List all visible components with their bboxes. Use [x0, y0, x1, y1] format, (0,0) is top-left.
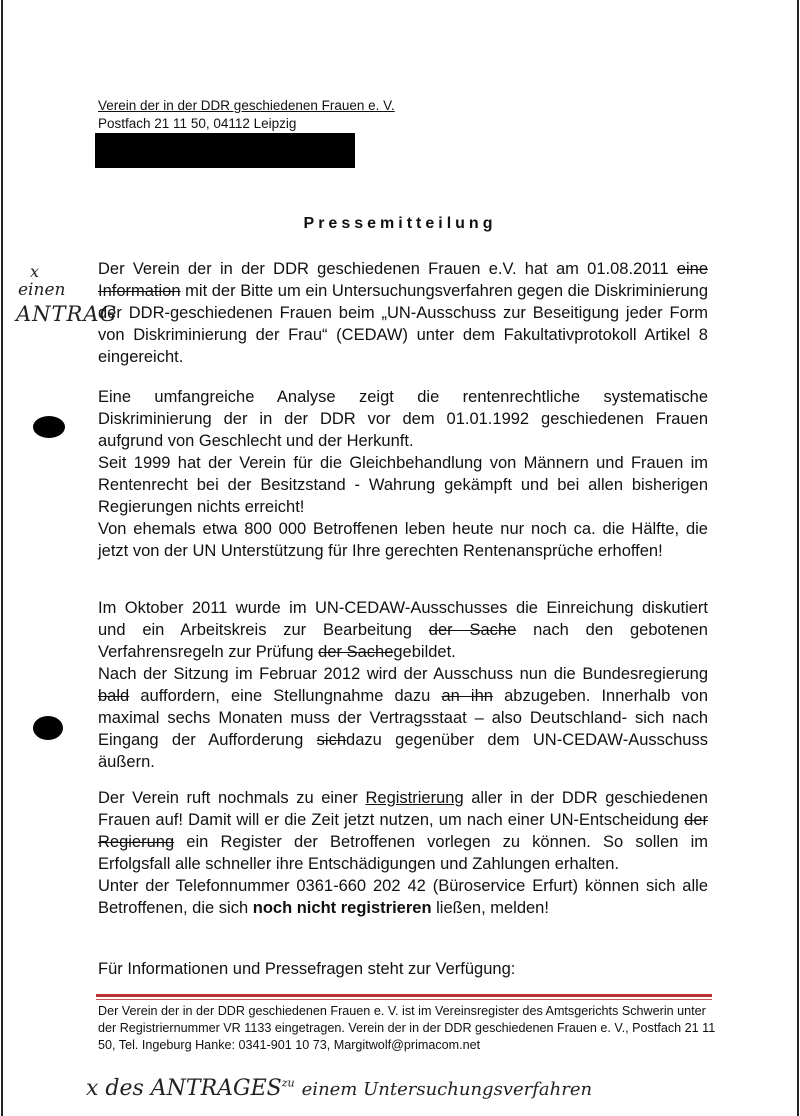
- struck-text: der Sache: [428, 621, 517, 639]
- sender-address: [98, 97, 395, 133]
- struck-text: an ihn: [441, 687, 493, 705]
- footer-divider: [96, 994, 712, 997]
- underlined-text: Registrierung: [365, 789, 464, 807]
- paragraph-procedure: [98, 597, 708, 773]
- handwritten-text: zu: [281, 1076, 295, 1090]
- text-span: ein Register der Betroffenen vorlegen zu können. So sollen im Erfolgsfall alle schneller ihre Entschädigungen und Zahlungen erhalten.: [98, 833, 708, 873]
- text-span: auffordern, eine Stellungnahme dazu: [140, 687, 431, 705]
- margin-note-antrag: ANTRAG: [16, 302, 118, 326]
- text-span: Nach der Sitzung im Februar 2012 wird der Ausschuss nun die Bundesregierung: [98, 665, 708, 683]
- bold-text: noch nicht registrieren: [252, 899, 432, 917]
- text-line: Eine umfangreiche Analyse zeigt die rentenrechtliche systematische Diskriminierung der in der DDR vor dem 01.01.1992 geschiedenen Frauen aufgrund von Geschlecht und der Herkunft.: [98, 388, 708, 450]
- text-line: Von ehemals etwa 800 000 Betroffenen leben heute nur noch ca. die Hälfte, die jetzt von der UN Unterstützung für Ihre gerechten Rentenansprüche erhoffen!: [98, 520, 708, 560]
- sender-postbox: Postfach 21 11 50, 04112 Leipzig: [98, 116, 297, 131]
- text-span: abzugeben. Innerhalb von maximal sechs Monaten muss der Vertragsstaat – also Deutschland- sich nach Eingang der Aufforderung: [98, 687, 709, 749]
- sender-name: Verein der in der DDR geschiedenen Frauen e. V.: [98, 98, 395, 113]
- paragraph-analysis: [98, 386, 708, 562]
- text-span: aller in der DDR geschiedenen Frauen auf! Damit will er die Zeit jetzt nutzen, um nach einer UN-Entscheidung: [98, 789, 708, 829]
- text-span: Der Verein der in der DDR geschiedenen Frauen e.V. hat am 01.08.2011: [98, 260, 669, 278]
- handwritten-bottom-note: [86, 1076, 592, 1101]
- handwritten-text: x des ANTRAGES: [86, 1076, 282, 1101]
- document-title: Pressemitteilung: [303, 215, 497, 232]
- text-span: nach den gebotenen Verfahrensregeln zur Prüfung: [98, 621, 708, 661]
- margin-note-einen: einen: [18, 280, 66, 300]
- scan-border-left: [1, 0, 3, 1116]
- text-line: Für Informationen und Pressefragen steht zur Verfügung:: [98, 960, 516, 978]
- text-span: dazu gegenüber dem UN-CEDAW-Ausschuss äußern.: [98, 731, 708, 771]
- text-span: Der Verein ruft nochmals zu einer: [98, 789, 358, 807]
- paragraph-registration: [98, 787, 708, 919]
- scan-border-right: [797, 0, 799, 1116]
- text-span: gebildet.: [393, 643, 456, 661]
- text-span: Im Oktober 2011 wurde im UN-CEDAW-Ausschusses die Einreichung diskutiert und ein Arbeitskreis zur Bearbeitung: [98, 599, 708, 639]
- footer-legal: Der Verein der in der DDR geschiedenen Frauen e. V. ist im Vereinsregister des Amtsgerichts Schwerin unter der Registriernummer VR 1133 eingetragen. Verein der in der DDR geschiedenen Frauen e. V., Postfach 21 11 50, Tel. Ingeburg Hanke: 0341-901 10 73, Margitwolf@primacom.net: [98, 1004, 716, 1052]
- footer-divider-thin: [96, 999, 712, 1000]
- text-span: ließen, melden!: [436, 899, 549, 917]
- redaction-bar: [95, 133, 355, 168]
- handwritten-text: einem Untersuchungsverfahren: [301, 1079, 593, 1100]
- struck-text: bald: [98, 687, 130, 705]
- paragraph-submission: [98, 258, 708, 368]
- text-span: Unter der Telefonnummer 0361-660 202 42 (Büroservice Erfurt) können sich alle Betroffenen, die sich: [98, 877, 708, 917]
- struck-text: sich: [316, 731, 347, 749]
- ink-blot: [33, 716, 63, 740]
- struck-text: der Regierung: [98, 811, 708, 851]
- struck-text: der Sache: [318, 643, 394, 661]
- ink-blot: [33, 416, 65, 438]
- text-span: mit der Bitte um ein Untersuchungsverfahren gegen die Diskriminierung der DDR-geschiedenen Frauen beim „UN-Ausschuss zur Beseitigung jeder Form von Diskriminierung der Frau“ (CEDAW) unter dem Fakultativprotokoll Artikel 8 eingereicht.: [98, 282, 708, 366]
- text-line: Seit 1999 hat der Verein für die Gleichbehandlung von Männern und Frauen im Rentenrecht bei der Besitzstand - Wahrung gekämpft und bei allen bisherigen Regierungen nichts erreicht!: [98, 454, 708, 516]
- margin-note-x: x: [30, 262, 40, 281]
- struck-text: eine Information: [98, 260, 708, 300]
- paragraph-contact: [98, 958, 708, 980]
